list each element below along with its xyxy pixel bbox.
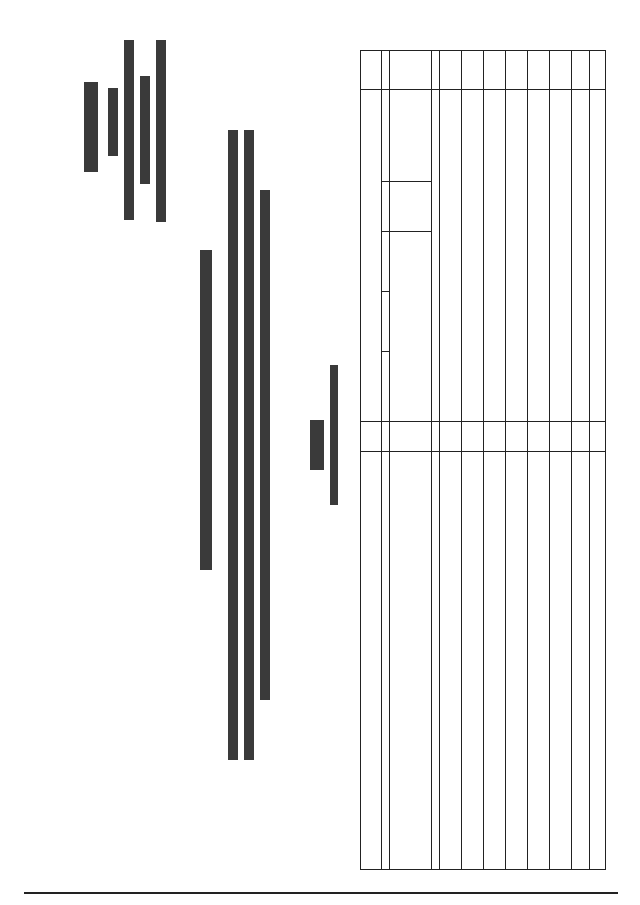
subtitle-line-2	[244, 130, 254, 760]
bottom-rule	[24, 892, 618, 894]
appendix-title	[84, 82, 98, 172]
subtitle-line-3	[260, 190, 270, 700]
species-name	[310, 420, 324, 470]
approval-line-2	[140, 76, 150, 184]
main-title	[200, 250, 212, 570]
approval-line-1	[124, 40, 134, 220]
quota-table	[360, 50, 606, 870]
approval-line-3	[156, 40, 166, 222]
species-caption	[330, 365, 338, 505]
approval-label	[108, 88, 118, 156]
subtitle-line-1	[228, 130, 238, 760]
document-page	[30, 20, 616, 882]
